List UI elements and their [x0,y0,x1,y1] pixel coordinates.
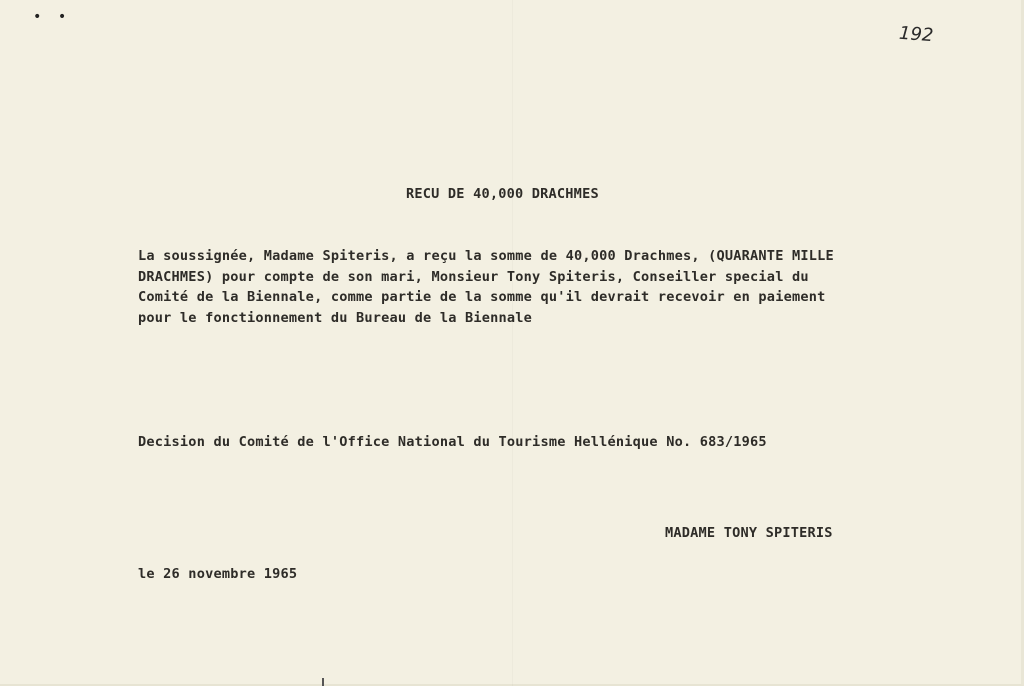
corner-marks: • • [33,9,71,25]
receipt-title: RECU DE 40,000 DRACHMES [406,186,599,202]
body-line: DRACHMES) pour compte de son mari, Monsieur Tony Spiteris, Conseiller special du [138,268,809,285]
receipt-body [138,246,968,328]
decision-reference: Decision du Comité de l'Office National du Tourisme Hellénique No. 683/1965 [138,434,767,450]
body-line: La soussignée, Madame Spiteris, a reçu la somme de 40,000 Drachmes, (QUARANTE MILLE [138,248,834,264]
body-line: pour le fonctionnement du Bureau de la Biennale [138,309,533,326]
paper-fold-crease [512,0,513,686]
body-line: Comité de la Biennale, comme partie de la somme qu'il devrait recevoir en paiement [138,289,826,305]
edge-tick-mark [322,678,324,686]
signatory-name: MADAME TONY SPITERIS [665,525,833,541]
document-date: le 26 novembre 1965 [138,566,298,582]
handwritten-page-number: 192 [898,22,935,47]
